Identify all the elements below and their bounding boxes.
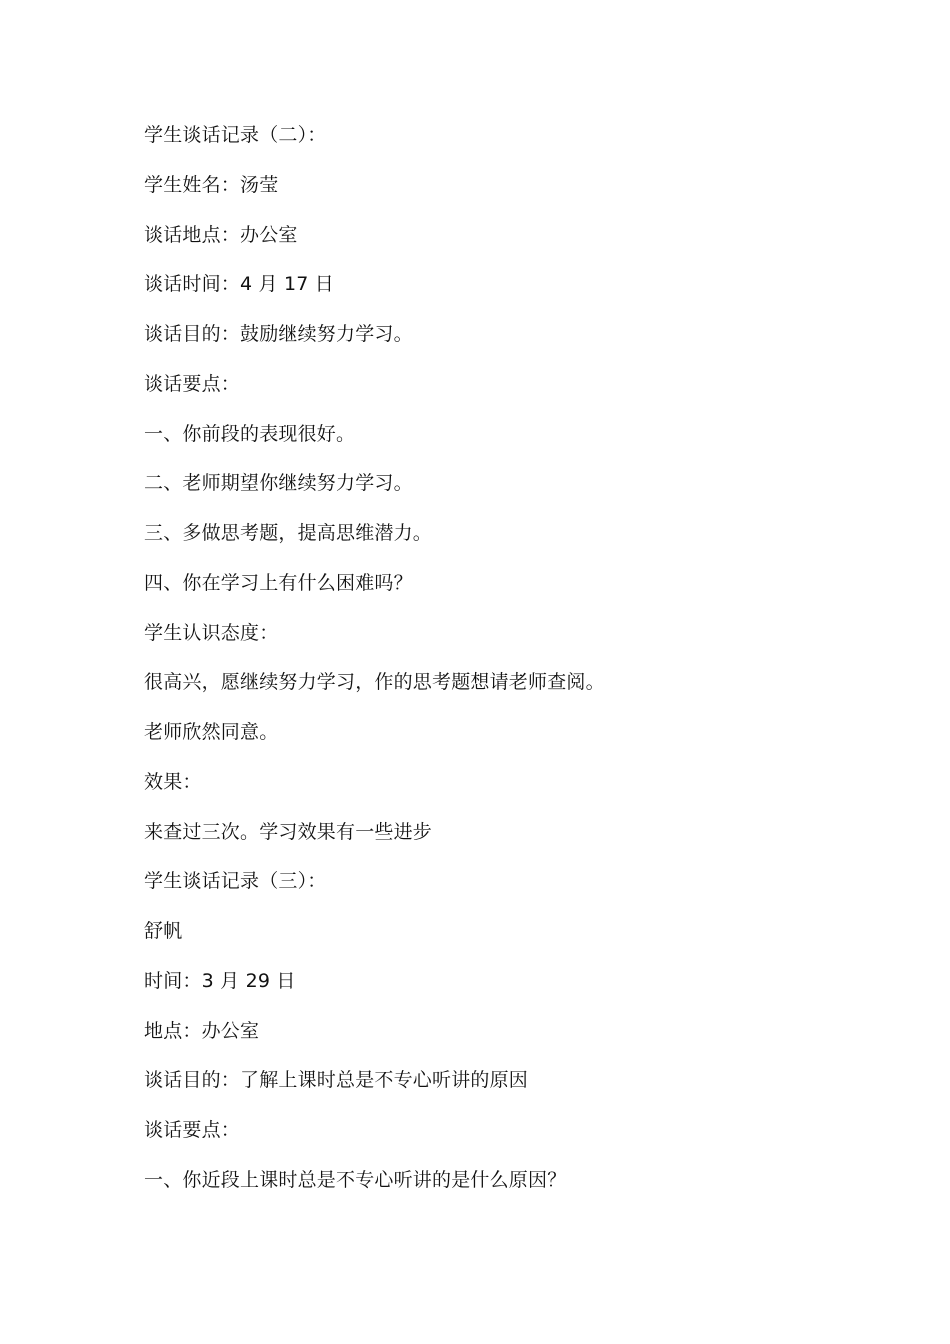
record-3-points-heading: 谈话要点： <box>144 1119 241 1141</box>
talk-purpose-line: 谈话目的：鼓励继续努力学习。 <box>144 323 413 345</box>
teacher-response-text: 老师欣然同意。 <box>144 721 279 743</box>
record-3-heading: 学生谈话记录（三）： <box>144 870 327 893</box>
student-attitude-heading: 学生认识态度： <box>144 621 279 644</box>
talk-points-heading: 谈话要点： <box>144 372 241 395</box>
record-3-time-line: 时间：3 月 29 日 <box>144 969 296 992</box>
record-3-point-1: 一、你近段上课时总是不专心听讲的是什么原因？ <box>144 1168 567 1191</box>
record-2-heading: 学生谈话记录（二）： <box>144 124 327 146</box>
student-attitude-text: 很高兴，愿继续努力学习，作的思考题想请老师查阅。 <box>144 671 605 694</box>
record-3-location-line: 地点：办公室 <box>144 1019 260 1042</box>
talk-time-line: 谈话时间：4 月 17 日 <box>144 273 334 296</box>
document-body <box>144 118 844 1213</box>
talk-point-2: 二、老师期望你继续努力学习。 <box>144 472 413 495</box>
student-name-line: 学生姓名：汤莹 <box>144 173 279 196</box>
effect-heading: 效果： <box>144 770 202 793</box>
talk-point-4: 四、你在学习上有什么困难吗？ <box>144 571 413 594</box>
talk-point-1: 一、你前段的表现很好。 <box>144 422 356 445</box>
record-3-purpose-line: 谈话目的：了解上课时总是不专心听讲的原因 <box>144 1069 529 1092</box>
effect-text: 来查过三次。学习效果有一些进步 <box>144 820 433 843</box>
talk-location-line: 谈话地点：办公室 <box>144 223 298 246</box>
talk-point-3: 三、多做思考题，提高思维潜力。 <box>144 522 433 544</box>
record-3-student-name: 舒帆 <box>144 920 183 942</box>
